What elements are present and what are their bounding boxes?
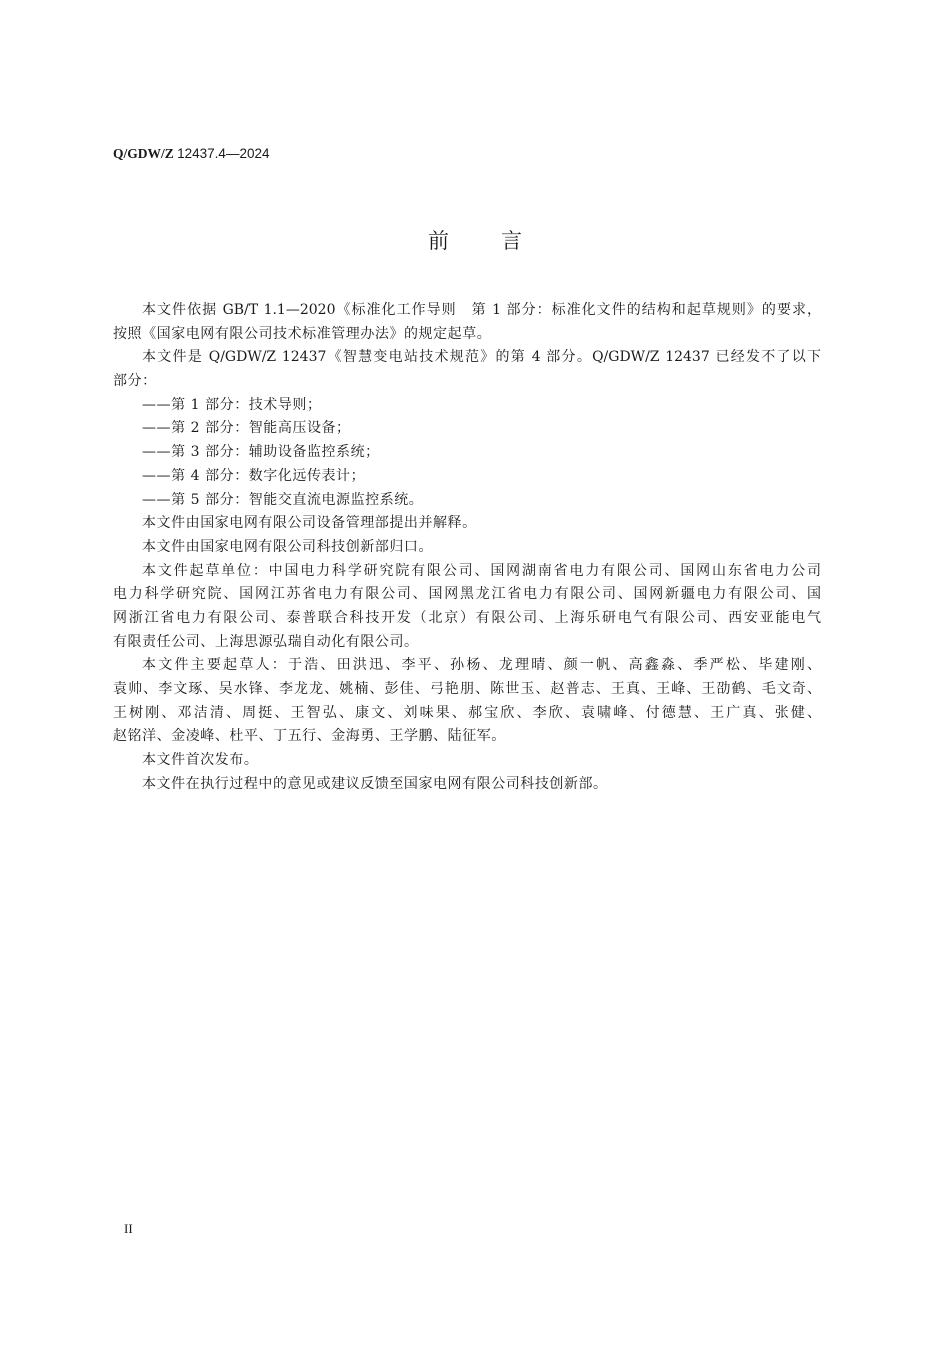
paragraph-line: 本文件主要起草人：于浩、田洪迅、李平、孙杨、龙理晴、颜一帆、高鑫淼、季严松、毕建刚、 — [142, 657, 821, 674]
paragraph-line: 有限责任公司、上海思源弘瑞自动化有限公司。 — [113, 633, 419, 650]
list-item: ——第 2 部分：智能高压设备； — [142, 420, 351, 437]
paragraph-line: 网浙江省电力有限公司、泰普联合科技开发（北京）有限公司、上海乐研电气有限公司、西安亚能电气 — [113, 609, 821, 626]
paragraph-line: 本文件在执行过程中的意见或建议反馈至国家电网有限公司科技创新部。 — [142, 775, 608, 792]
paragraph-line: 赵铭洋、金凌峰、杜平、丁五行、金海勇、王学鹏、陆征军。 — [113, 728, 506, 745]
paragraph-line: 本文件依据 GB/T 1.1—2020《标准化工作导则 第 1 部分：标准化文件的结构和起草规则》的要求， — [142, 302, 821, 318]
standard-code-prefix: Q/GDW/Z — [113, 146, 174, 161]
page-number: II — [124, 1221, 133, 1236]
paragraph-line: 部分： — [113, 373, 157, 390]
title-char-1: 前 — [428, 229, 501, 253]
paragraph-line: 本文件首次发布。 — [142, 752, 259, 769]
paragraph-line: 王树刚、邓洁清、周挺、王智弘、康文、刘味果、郝宝欣、李欣、袁啸峰、付德慧、王广真、张健、 — [113, 704, 821, 721]
paragraph-line: 本文件是 Q/GDW/Z 12437《智慧变电站技术规范》的第 4 部分。Q/GDW/Z 12437 已经发不了以下 — [142, 349, 821, 366]
page-title — [0, 225, 950, 255]
list-item: ——第 1 部分：技术导则； — [142, 396, 322, 413]
paragraph-line: 本文件由国家电网有限公司科技创新部归口。 — [142, 538, 433, 555]
standard-code-header — [113, 146, 269, 162]
list-item: ——第 4 部分：数字化远传表计； — [142, 467, 366, 484]
standard-code-number: 12437.4—2024 — [177, 146, 270, 161]
foreword-body — [113, 299, 833, 796]
paragraph-line: 本文件由国家电网有限公司设备管理部提出并解释。 — [142, 515, 477, 532]
title-char-2: 言 — [501, 229, 574, 253]
paragraph-line: 袁帅、李文琢、吴水锋、李龙龙、姚楠、彭佳、弓艳朋、陈世玉、赵普志、王真、王峰、王劭鹤、毛文奇、 — [113, 681, 821, 697]
list-item: ——第 5 部分：智能交直流电源监控系统。 — [142, 491, 424, 508]
paragraph-line: 按照《国家电网有限公司技术标准管理办法》的规定起草。 — [113, 325, 492, 342]
paragraph-line: 电力科学研究院、国网江苏省电力有限公司、国网黑龙江省电力有限公司、国网新疆电力有限公司、国 — [113, 586, 821, 603]
paragraph-line: 本文件起草单位：中国电力科学研究院有限公司、国网湖南省电力有限公司、国网山东省电力公司 — [142, 562, 821, 579]
list-item: ——第 3 部分：辅助设备监控系统； — [142, 444, 380, 461]
